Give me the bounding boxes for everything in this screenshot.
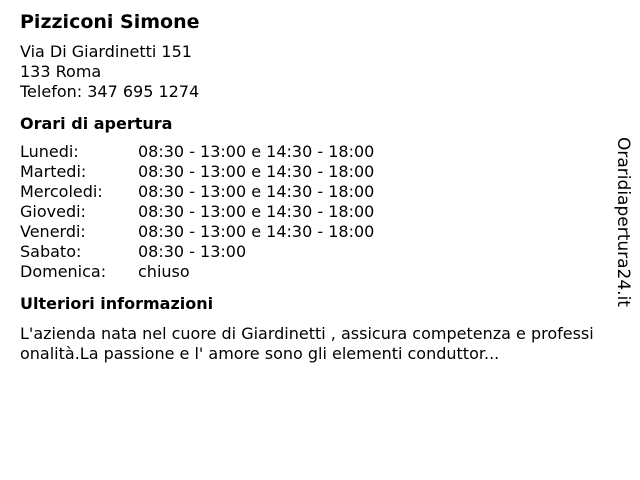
phone-line: Telefon: 347 695 1274: [20, 82, 200, 101]
day-label: Mercoledi:: [20, 182, 103, 201]
day-hours: 08:30 - 13:00 e 14:30 - 18:00: [138, 142, 375, 161]
hours-row-friday: [20, 222, 600, 242]
day-label: Venerdi:: [20, 222, 86, 241]
hours-row-monday: [20, 142, 600, 162]
day-label: Giovedi:: [20, 202, 86, 221]
day-hours: 08:30 - 13:00: [138, 242, 247, 261]
opening-hours-heading: Orari di apertura: [20, 114, 173, 133]
additional-info-text: L'azienda nata nel cuore di Giardinetti , assicura competenza e professionalità.La passione e l' amore sono gli elementi conduttor...: [20, 324, 594, 363]
day-hours: 08:30 - 13:00 e 14:30 - 18:00: [138, 182, 375, 201]
address-block: [20, 42, 600, 102]
additional-info-heading: Ulteriori informazioni: [20, 294, 214, 313]
day-label: Lunedi:: [20, 142, 79, 161]
hours-row-wednesday: [20, 182, 600, 202]
hours-row-saturday: [20, 242, 600, 262]
hours-row-thursday: [20, 202, 600, 222]
business-card: [20, 10, 600, 364]
day-label: Sabato:: [20, 242, 82, 261]
day-label: Martedi:: [20, 162, 87, 181]
day-hours: 08:30 - 13:00 e 14:30 - 18:00: [138, 222, 375, 241]
hours-row-tuesday: [20, 162, 600, 182]
hours-row-sunday: [20, 262, 600, 282]
day-hours: 08:30 - 13:00 e 14:30 - 18:00: [138, 202, 375, 221]
street-address: Via Di Giardinetti 151: [20, 42, 192, 61]
day-hours: chiuso: [138, 262, 190, 281]
city-line: 133 Roma: [20, 62, 102, 81]
day-label: Domenica:: [20, 262, 107, 281]
site-watermark: Oraridiapertura24.it: [613, 137, 633, 307]
opening-hours-table: [20, 142, 600, 282]
business-name: Pizziconi Simone: [20, 11, 200, 33]
day-hours: 08:30 - 13:00 e 14:30 - 18:00: [138, 162, 375, 181]
